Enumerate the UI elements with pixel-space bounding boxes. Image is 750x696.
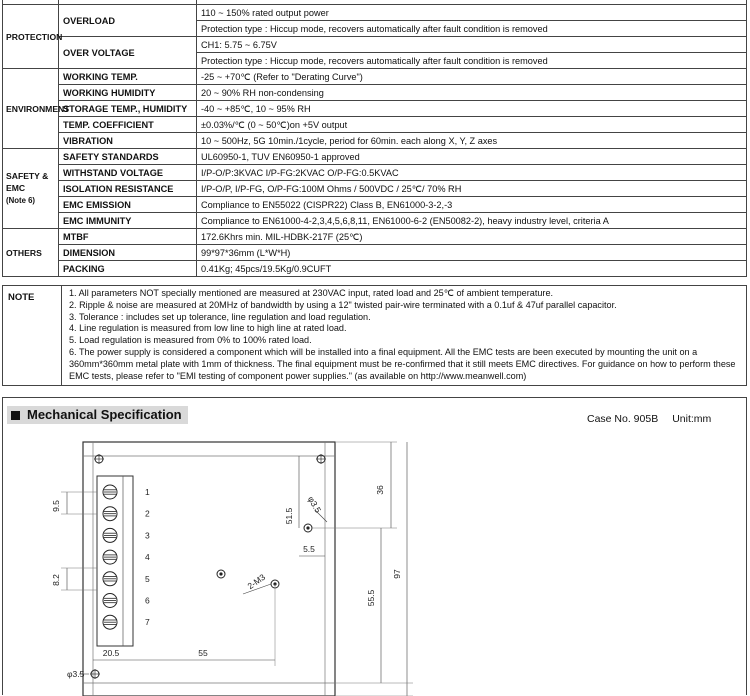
dim-5-5: 5.5 <box>303 544 315 554</box>
spec-row <box>3 69 747 85</box>
spec-value: I/P-O/P, I/P-FG, O/P-FG:100M Ohms / 500VDC / 25℃/ 70% RH <box>197 181 747 197</box>
dim-36: 36 <box>375 485 385 495</box>
spec-value: Protection type : Hiccup mode, recovers automatically after fault condition is removed <box>197 21 747 37</box>
spec-row <box>3 181 747 197</box>
spec-row <box>3 149 747 165</box>
spec-row <box>3 213 747 229</box>
spec-value: 0.41Kg; 45pcs/19.5Kg/0.9CUFT <box>197 261 747 277</box>
terminal-screw-icon <box>103 572 117 586</box>
spec-row <box>3 197 747 213</box>
spec-label: OVER VOLTAGE <box>59 37 197 69</box>
spec-label: WORKING HUMIDITY <box>59 85 197 101</box>
spec-value: 20 ~ 90% RH non-condensing <box>197 85 747 101</box>
note-item: 5. Load regulation is measured from 0% to 100% rated load. <box>69 335 312 346</box>
terminal-screw-icon <box>103 528 117 542</box>
spec-label: TEMP. COEFFICIENT <box>59 117 197 133</box>
terminal-number: 6 <box>145 595 150 606</box>
terminal-number: 2 <box>145 508 150 519</box>
terminal-number: 1 <box>145 487 150 497</box>
spec-label: PACKING <box>59 261 197 277</box>
note-item: 2. Ripple & noise are measured at 20MHz of bandwidth by using a 12" twisted pair-wire terminated with a 0.1uf & 47uf parallel capacitor. <box>69 299 617 310</box>
spec-value: -25 ~ +70℃ (Refer to "Derating Curve") <box>197 69 747 85</box>
terminal-screw-icon <box>103 594 117 608</box>
mechanical-drawing <box>3 398 748 696</box>
mechanical-section <box>2 397 747 695</box>
spec-label: MTBF <box>59 229 197 245</box>
spec-row <box>3 245 747 261</box>
spec-row <box>3 165 747 181</box>
dim-20-5: 20.5 <box>102 648 120 658</box>
group-note: (Note 6) <box>6 196 36 205</box>
dim-55: 55 <box>198 648 208 658</box>
spec-value: ±0.03%/℃ (0 ~ 50℃)on +5V output <box>197 117 747 133</box>
spec-label: DIMENSION <box>59 245 197 261</box>
spec-value: CH1: 5.75 ~ 6.75V <box>197 37 747 53</box>
spec-row <box>3 117 747 133</box>
group-label: OTHERS <box>3 229 59 277</box>
m3-hole-icon <box>304 524 312 532</box>
dim-55-5: 55.5 <box>366 589 376 607</box>
note-label: NOTE <box>8 292 35 303</box>
note-list <box>69 288 740 382</box>
spec-row <box>3 101 747 117</box>
group-label: PROTECTION <box>3 5 59 69</box>
dim-8-2: 8.2 <box>51 574 61 586</box>
spec-label: WORKING TEMP. <box>59 69 197 85</box>
spec-label: EMC EMISSION <box>59 197 197 213</box>
spec-row <box>3 133 747 149</box>
dim-9-5: 9.5 <box>51 500 61 512</box>
spec-row <box>3 37 747 53</box>
spec-label: ISOLATION RESISTANCE <box>59 181 197 197</box>
terminal-block <box>97 476 133 646</box>
spec-value: 10 ~ 500Hz, 5G 10min./1cycle, period for 60min. each along X, Y, Z axes <box>197 133 747 149</box>
spec-value: Compliance to EN61000-4-2,3,4,5,6,8,11, EN61000-6-2 (EN50082-2), heavy industry level, criteria A <box>197 213 747 229</box>
dim-hole: φ3.5 <box>305 494 324 515</box>
unit-outline <box>83 442 335 696</box>
notes-section <box>2 285 747 386</box>
group-label: ENVIRONMENT <box>3 69 59 149</box>
mechanical-title-text: Mechanical Specification <box>27 407 182 422</box>
terminal-screw-icon <box>103 507 117 521</box>
spec-label: STORAGE TEMP., HUMIDITY <box>59 101 197 117</box>
case-number: Case No. 905B <box>587 413 659 425</box>
m3-hole-icon <box>217 570 225 578</box>
note-item: 1. All parameters NOT specially mentioned are measured at 230VAC input, rated load and 25℃ of ambient temperature. <box>69 288 554 298</box>
group-label: SAFETY & EMC (Note 6) <box>3 149 59 229</box>
terminal-screw-icon <box>103 485 117 499</box>
spec-label: VIBRATION <box>59 133 197 149</box>
spec-value: UL60950-1, TUV EN60950-1 approved <box>197 149 747 165</box>
spec-row <box>3 229 747 245</box>
dim-51-5: 51.5 <box>284 507 294 525</box>
spec-label: WITHSTAND VOLTAGE <box>59 165 197 181</box>
spec-row <box>3 261 747 277</box>
spec-value: Protection type : Hiccup mode, recovers automatically after fault condition is removed <box>197 53 747 69</box>
spec-label: OVERLOAD <box>59 5 197 37</box>
spec-value: 99*97*36mm (L*W*H) <box>197 245 747 261</box>
spec-row <box>3 5 747 21</box>
terminal-number: 4 <box>145 552 150 563</box>
dim-97: 97 <box>392 569 402 579</box>
terminal-number: 5 <box>145 573 150 584</box>
spec-value: Compliance to EN55022 (CISPR22) Class B, EN61000-3-2,-3 <box>197 197 747 213</box>
spec-value: -40 ~ +85℃, 10 ~ 95% RH <box>197 101 747 117</box>
dim-bottom-hole: φ3.5 <box>67 669 85 679</box>
unit-label: Unit:mm <box>672 413 712 425</box>
terminal-number: 3 <box>145 530 150 541</box>
spec-value: 110 ~ 150% rated output power <box>197 5 747 21</box>
corner-hole-icon <box>316 454 326 464</box>
terminal-number: 7 <box>145 617 150 628</box>
corner-hole-icon <box>94 454 104 464</box>
spec-value: 172.6Khrs min. MIL-HDBK-217F (25℃) <box>197 229 747 245</box>
terminal-screw-icon <box>103 550 117 564</box>
note-item: 4. Line regulation is measured from low line to high line at rated load. <box>69 323 347 334</box>
spec-value: I/P-O/P:3KVAC I/P-FG:2KVAC O/P-FG:0.5KVAC <box>197 165 747 181</box>
spec-label: EMC IMMUNITY <box>59 213 197 229</box>
dim-2-m3: 2-M3 <box>245 571 268 592</box>
spec-table <box>2 0 747 277</box>
spec-label: SAFETY STANDARDS <box>59 149 197 165</box>
spec-row <box>3 85 747 101</box>
note-item: 3. Tolerance : includes set up tolerance, line regulation and load regulation. <box>69 311 371 322</box>
terminal-screw-icon <box>103 615 117 629</box>
note-item: 6. The power supply is considered a component which will be installed into a final equipment. All the EMC tests are been executed by mounting the unit on a 360mm*360mm metal plate with 1mm of thickness. The final equipment must be re-confirmed that it still meets EMC directives. For guidance on how to perform these EMC tests, please refer to "EMI testing of component power supplies." (as available on http://www.meanwell.com) <box>69 346 736 381</box>
bottom-hole-icon <box>90 669 100 679</box>
